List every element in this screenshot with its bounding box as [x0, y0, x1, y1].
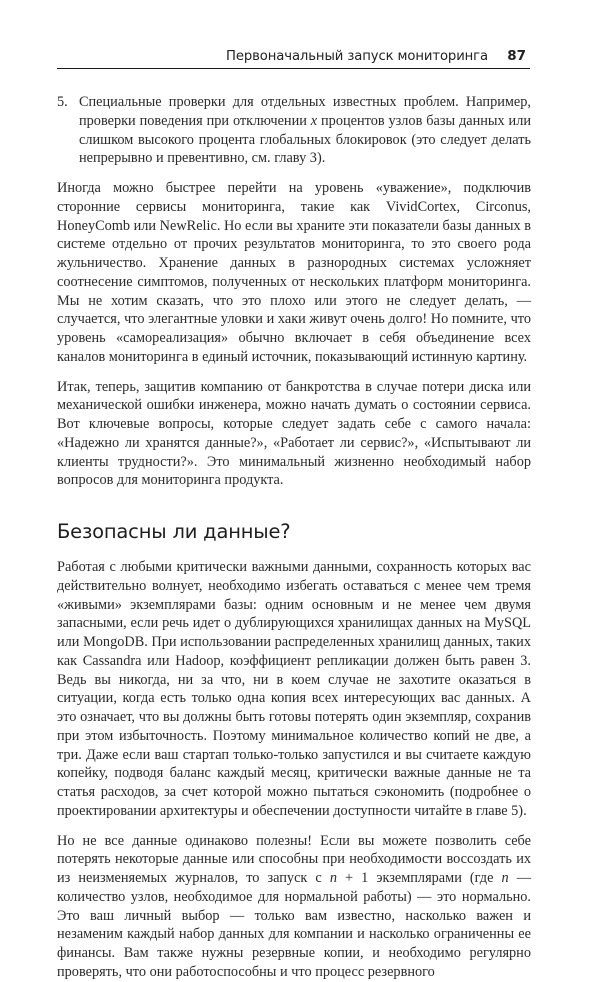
list-item-text — [79, 93, 531, 168]
paragraph-gap — [57, 367, 531, 378]
paragraph-key-questions: Итак, теперь, защитив компанию от банкротства в случае потери диска или механической ошибки инженера, можно начать думать о состоянии сервиса. Вот ключевые вопросы, которые следует задать себе с самого начала: «Надежно ли хранятся данные?», «Работает ли сервис?», «Испытывают ли клиенты трудности?». Это минимальный жизненно необходимый набор вопросов для мониторинга продукта. — [57, 378, 531, 489]
text-segment: + 1 экземплярами (где — [336, 870, 502, 886]
variable-n: n — [329, 870, 337, 886]
paragraph-third-party-monitoring: Иногда можно быстрее перейти на уровень «уважение», подключив сторонние сервисы мониторинга, такие как VividCortex, Circonus, HoneyComb или NewRelic. Но если вы храните эти показатели базы данных в системе отдельно от прочих результатов мониторинга, то это своего рода жульничество. Хранение данных в разнородных системах усложняет соотнесение симптомов, полученных от нескольких платформ мониторинга. Мы не хотим сказать, что это плохо или этого не следует делать, — случается, что элегантные уловки и хаки живут очень долго! Но помните, что уровень «самореализация» обычно включает в себя объединение всех каналов мониторинга в единый источник, показывающий истинную картину. — [57, 180, 531, 365]
list-item-number: 5. — [57, 94, 68, 110]
text-segment: процентов узлов базы данных или слишком высокого процента глобальных блокировок (это следует делать непрерывно и превентивно, см. главу 3). — [79, 112, 531, 167]
paragraph-gap — [57, 168, 531, 179]
variable-x: x — [310, 112, 318, 129]
running-head-title: Первоначальный запуск мониторинга — [226, 49, 488, 64]
text-segment: Специальные проверки для отдельных известных проблем. Например, проверки поведения при отключении — [79, 94, 531, 129]
text-segment: — количество узлов, необходимое для нормальной работы) — это нормально. Это ваш личный выбор — только вам известно, насколько важен и незаменим каждый набор данных для компании и насколько ограниченны ее финансы. Вам также нужны резервные копии, и необходимо регулярно проверять, что они работоспособны и что процесс резервного — [57, 870, 531, 980]
paragraph-gap — [57, 821, 531, 832]
running-head — [57, 47, 530, 69]
section-heading: Безопасны ли данные? — [57, 520, 291, 543]
paragraph-not-all-data-equal — [57, 832, 531, 982]
paragraph-data-safety: Работая с любыми критически важными данными, сохранность которых вас действительно волнует, необходимо избегать оставаться с менее чем тремя «живыми» экземплярами базы: одним основным и не менее чем двумя запасными, если речь идет о дублирующихся хранилищах данных на MySQL или MongoDB. При использовании распределенных хранилищ данных, таких как Cassandra или Hadoop, коэффициент репликации должен быть равен 3. Ведь вы никогда, ни за что, ни в коем случае не захотите оказаться в ситуации, когда есть только одна копия всех интересующих вас данных. А это означает, что вы должны быть готовы потерять один экземпляр, сохранив при этом избыточность. Поэтому минимальное количество копий не две, а три. Даже если ваш стартап только-только запустился и вы считаете каждую копейку, подводя баланс каждый месяц, критически важные данные не та статья расходов, за счет которой можно пытаться сэкономить (подробнее о проектировании архитектуры и обеспечении доступности читайте в главе 5). — [57, 559, 531, 819]
page-number: 87 — [507, 48, 526, 64]
text-segment: Но не все данные одинаково полезны! Если вы можете позволить себе потерять некоторые данные или способны при необходимости воссоздать их из неизменяемых журналов, то запуск с — [57, 832, 531, 886]
list-item-5 — [57, 93, 531, 168]
page-body — [57, 93, 531, 982]
variable-n: n — [501, 870, 509, 886]
